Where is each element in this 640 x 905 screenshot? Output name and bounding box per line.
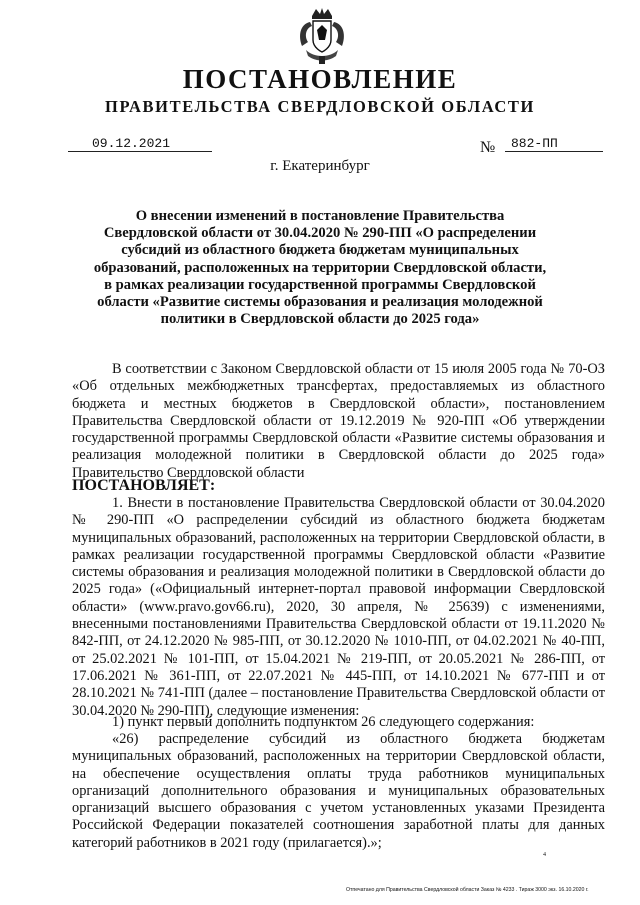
document-heading: О внесении изменений в постановление Правительства Свердловской области от 30.04.2020 № 290-ПП «О распределении субсидий из областного бюджета бюджетам муниципальных образований, расположенных на территории Свердловской области, в рамках реализации государственной программы Свердловской области «Развитие системы образования и реализация молодежной политики в Свердловской области до 2025 года» bbox=[93, 208, 547, 328]
subitem-1-paragraph: 1) пункт первый дополнить подпунктом 26 следующего содержания: bbox=[112, 714, 535, 730]
resolves-label: ПОСТАНОВЛЯЕТ: bbox=[72, 477, 216, 494]
print-note: Отпечатано для Правительства Свердловской области Заказ № 4233 . Тираж 3000 экз. 16.10.2020 г. bbox=[346, 887, 589, 893]
page-mark: 4 bbox=[543, 852, 546, 858]
preamble-paragraph: В соответствии с Законом Свердловской области от 15 июля 2005 года № 70-ОЗ «Об отдельных межбюджетных трансфертах, предоставляемых из областного бюджета и местных бюджетов в Свердловской области», постановлением Правительства Свердловской области от 19.12.2019 № 920-ПП «Об утверждении государственной программы Свердловской области «Развитие системы образования и реализация молодежной политики в Свердловской области до 2025 года» Правительство Свердловской области bbox=[72, 361, 605, 481]
coat-of-arms-emblem bbox=[296, 6, 348, 66]
subitem-26-quote: «26) распределение субсидий из областного бюджета бюджетам муниципальных образований, расположенных на территории Свердловской области, на обеспечение осуществления оплаты труда работников муниципальных организаций дополнительного образования и муниципальных образовательных организаций высшего образования с учетом установленных указами Президента Российской Федерации показателей соотношения заработной платы для данных категорий работников в 2021 году (прилагается).»; bbox=[72, 731, 605, 851]
document-number: 882-ПП bbox=[505, 136, 603, 152]
document-date: 09.12.2021 bbox=[68, 136, 212, 152]
city: г. Екатеринбург bbox=[270, 158, 370, 174]
issuing-authority: ПРАВИТЕЛЬСТВА СВЕРДЛОВСКОЙ ОБЛАСТИ bbox=[105, 97, 535, 116]
item-1-paragraph: 1. Внести в постановление Правительства Свердловской области от 30.04.2020 № 290-ПП «О распределении субсидий из областного бюджета бюджетам муниципальных образований, расположенных на территории Свердловской области, в рамках реализации государственной программы Свердловской области «Развитие системы образования и реализация молодежной политики в Свердловской области до 2025 года» («Официальный интернет-портал правовой информации Свердловской области» (www.pravo.gov66.ru), 2020, 30 апреля, № 25639) с изменениями, внесенными постановлениями Правительства Свердловской области от 19.11.2020 № 842-ПП, от 24.12.2020 № 985-ПП, от 30.12.2020 № 1010-ПП, от 04.02.2021 № 40-ПП, от 25.02.2021 № 101-ПП, от 15.04.2021 № 219-ПП, от 20.05.2021 № 286-ПП, от 17.06.2021 № 361-ПП, от 22.07.2021 № 445-ПП, от 14.10.2021 № 677-ПП и от 28.10.2021 № 741-ПП (далее – постановление Правительства Свердловской области от 30.04.2020 № 290-ПП), следующие изменения: bbox=[72, 495, 605, 719]
number-sign: № bbox=[480, 139, 496, 156]
document-type-title: ПОСТАНОВЛЕНИЕ bbox=[182, 64, 458, 94]
